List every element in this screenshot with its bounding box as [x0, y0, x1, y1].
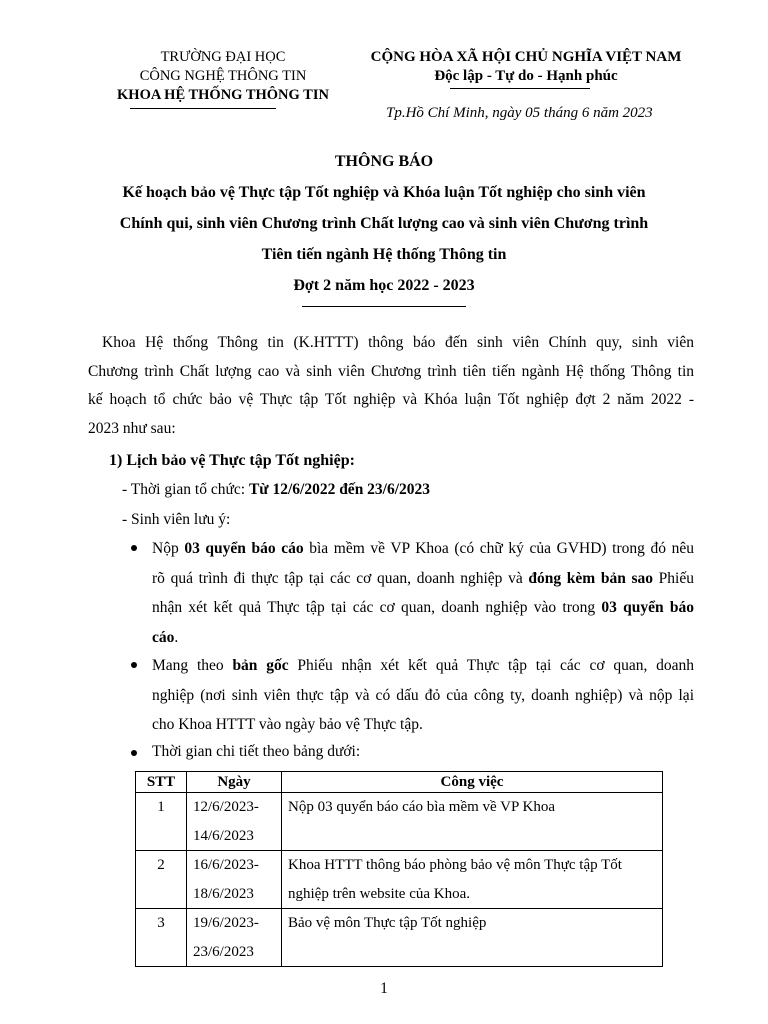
date-start: 19/6/2023-: [193, 915, 259, 931]
column-header-date: Ngày: [187, 772, 282, 793]
faculty-name: KHOA HỆ THỐNG THÔNG TIN: [117, 87, 329, 103]
table-row: [136, 909, 663, 967]
cell-stt: 2: [136, 851, 187, 909]
bullet-dot: [131, 545, 137, 551]
university-name-line1: TRƯỜNG ĐẠI HỌC: [160, 49, 286, 65]
bullet-dot: [131, 662, 137, 668]
date-end: 14/6/2023: [193, 827, 254, 844]
bullet-line: nghiệp (nơi sinh viên thực tập và có dấu đỏ của công ty, doanh nghiệp) và nộp lại: [152, 686, 694, 704]
text-run-bold: bản gốc: [232, 657, 289, 674]
bullet-line: [152, 564, 694, 594]
text-run: .: [174, 628, 179, 646]
text-run-bold: 03 quyển báo: [601, 599, 694, 616]
document-date: Tp.Hồ Chí Minh, ngày 05 tháng 6 năm 2023: [386, 105, 653, 121]
cell-stt: 1: [136, 793, 187, 851]
date-end: 23/6/2023: [193, 943, 254, 960]
cell-task: [282, 851, 663, 909]
university-name-line2: CÔNG NGHỆ THÔNG TIN: [139, 68, 307, 84]
bullet-line: [152, 623, 694, 653]
intro-line: kế hoạch tổ chức bảo vệ Thực tập Tốt nghiệp và Khóa luận Tốt nghiệp đợt 2 năm 2022 -: [88, 391, 694, 408]
text-run: Nộp: [152, 540, 185, 557]
national-motto: Độc lập - Tự do - Hạnh phúc: [434, 68, 618, 84]
schedule-time-label: - Thời gian tổ chức:: [122, 481, 249, 498]
bullet-item-reports: [152, 534, 694, 652]
schedule-table: [135, 771, 663, 967]
intro-line: 2023 như sau:: [88, 419, 176, 437]
text-run: Phiếu nhận xét kết quả Thực tập tại các cơ quan, doanh: [288, 657, 695, 674]
task-text: Nộp 03 quyển báo cáo bìa mềm về VP Khoa: [288, 799, 556, 815]
cell-task: [282, 793, 663, 851]
column-header-task: Công việc: [282, 772, 663, 793]
bullet-item-original-form: [152, 651, 694, 740]
schedule-time: [122, 479, 430, 501]
date-start: 16/6/2023-: [193, 857, 259, 873]
bullet-line: cho Khoa HTTT vào ngày bảo vệ Thực tập.: [152, 716, 423, 733]
table-header-row: [136, 772, 663, 793]
bullet-line: [152, 534, 694, 564]
page-number: 1: [380, 980, 388, 997]
org-header: [88, 48, 358, 105]
intro-paragraph: [88, 329, 694, 443]
intro-line: Khoa Hệ thống Thông tin (K.HTTT) thông báo đến sinh viên Chính quy, sinh viên: [102, 334, 694, 351]
document-heading: THÔNG BÁO: [334, 153, 434, 170]
national-header: [356, 48, 696, 86]
intro-line: Chương trình Chất lượng cao và sinh viên Chương trình tiên tiến ngành Hệ thống Thông tin: [88, 362, 694, 380]
text-run: rõ quá trình đi thực tập tại các cơ quan, doanh nghiệp và: [152, 569, 529, 587]
cell-date: [187, 909, 282, 967]
section-1-heading: 1) Lịch bảo vệ Thực tập Tốt nghiệp:: [109, 452, 355, 469]
task-text: Bảo vệ môn Thực tập Tốt nghiệp: [288, 915, 487, 931]
title-term: Đợt 2 năm học 2022 - 2023: [293, 277, 475, 294]
date-end: 18/6/2023: [193, 885, 254, 902]
national-title: CỘNG HÒA XÃ HỘI CHỦ NGHĨA VIỆT NAM: [370, 49, 682, 65]
table-row: [136, 793, 663, 851]
motto-underline: [450, 88, 590, 89]
column-header-stt: STT: [136, 772, 187, 793]
task-text: Khoa HTTT thông báo phòng bảo vệ môn Thực tập Tốt: [288, 857, 622, 873]
text-run: Phiếu: [653, 569, 694, 587]
bullet-line: [152, 651, 694, 681]
table-row: [136, 851, 663, 909]
bullet-dot: [131, 750, 137, 756]
cell-stt: 3: [136, 909, 187, 967]
text-run-bold: 03 quyển báo cáo: [184, 540, 304, 557]
title-line: Tiên tiến ngành Hệ thống Thông tin: [261, 246, 507, 263]
org-header-underline: [130, 108, 276, 109]
text-run: nhận xét kết quả Thực tập tại các cơ quan, doanh nghiệp vào trong: [152, 599, 602, 616]
text-run-bold: cáo: [152, 628, 175, 646]
title-line: Kế hoạch bảo vệ Thực tập Tốt nghiệp và Khóa luận Tốt nghiệp cho sinh viên: [122, 184, 646, 201]
date-start: 12/6/2023-: [193, 799, 259, 815]
title-underline: [302, 306, 466, 307]
cell-date: [187, 793, 282, 851]
task-text: nghiệp trên website của Khoa.: [288, 885, 471, 902]
schedule-time-value: Từ 12/6/2022 đến 23/6/2023: [248, 481, 431, 498]
title-block: [80, 146, 688, 301]
text-run: Mang theo: [152, 657, 233, 674]
bullet-line: [152, 593, 694, 623]
title-line: Chính qui, sinh viên Chương trình Chất lượng cao và sinh viên Chương trình: [119, 215, 649, 232]
text-run: bìa mềm về VP Khoa (có chữ ký của GVHD) trong đó nêu: [303, 540, 694, 557]
text-run-bold: đóng kèm bản sao: [528, 569, 654, 587]
cell-task: [282, 909, 663, 967]
bullet-item-schedule: Thời gian chi tiết theo bảng dưới:: [152, 743, 361, 760]
student-note-label: - Sinh viên lưu ý:: [122, 511, 231, 528]
cell-date: [187, 851, 282, 909]
